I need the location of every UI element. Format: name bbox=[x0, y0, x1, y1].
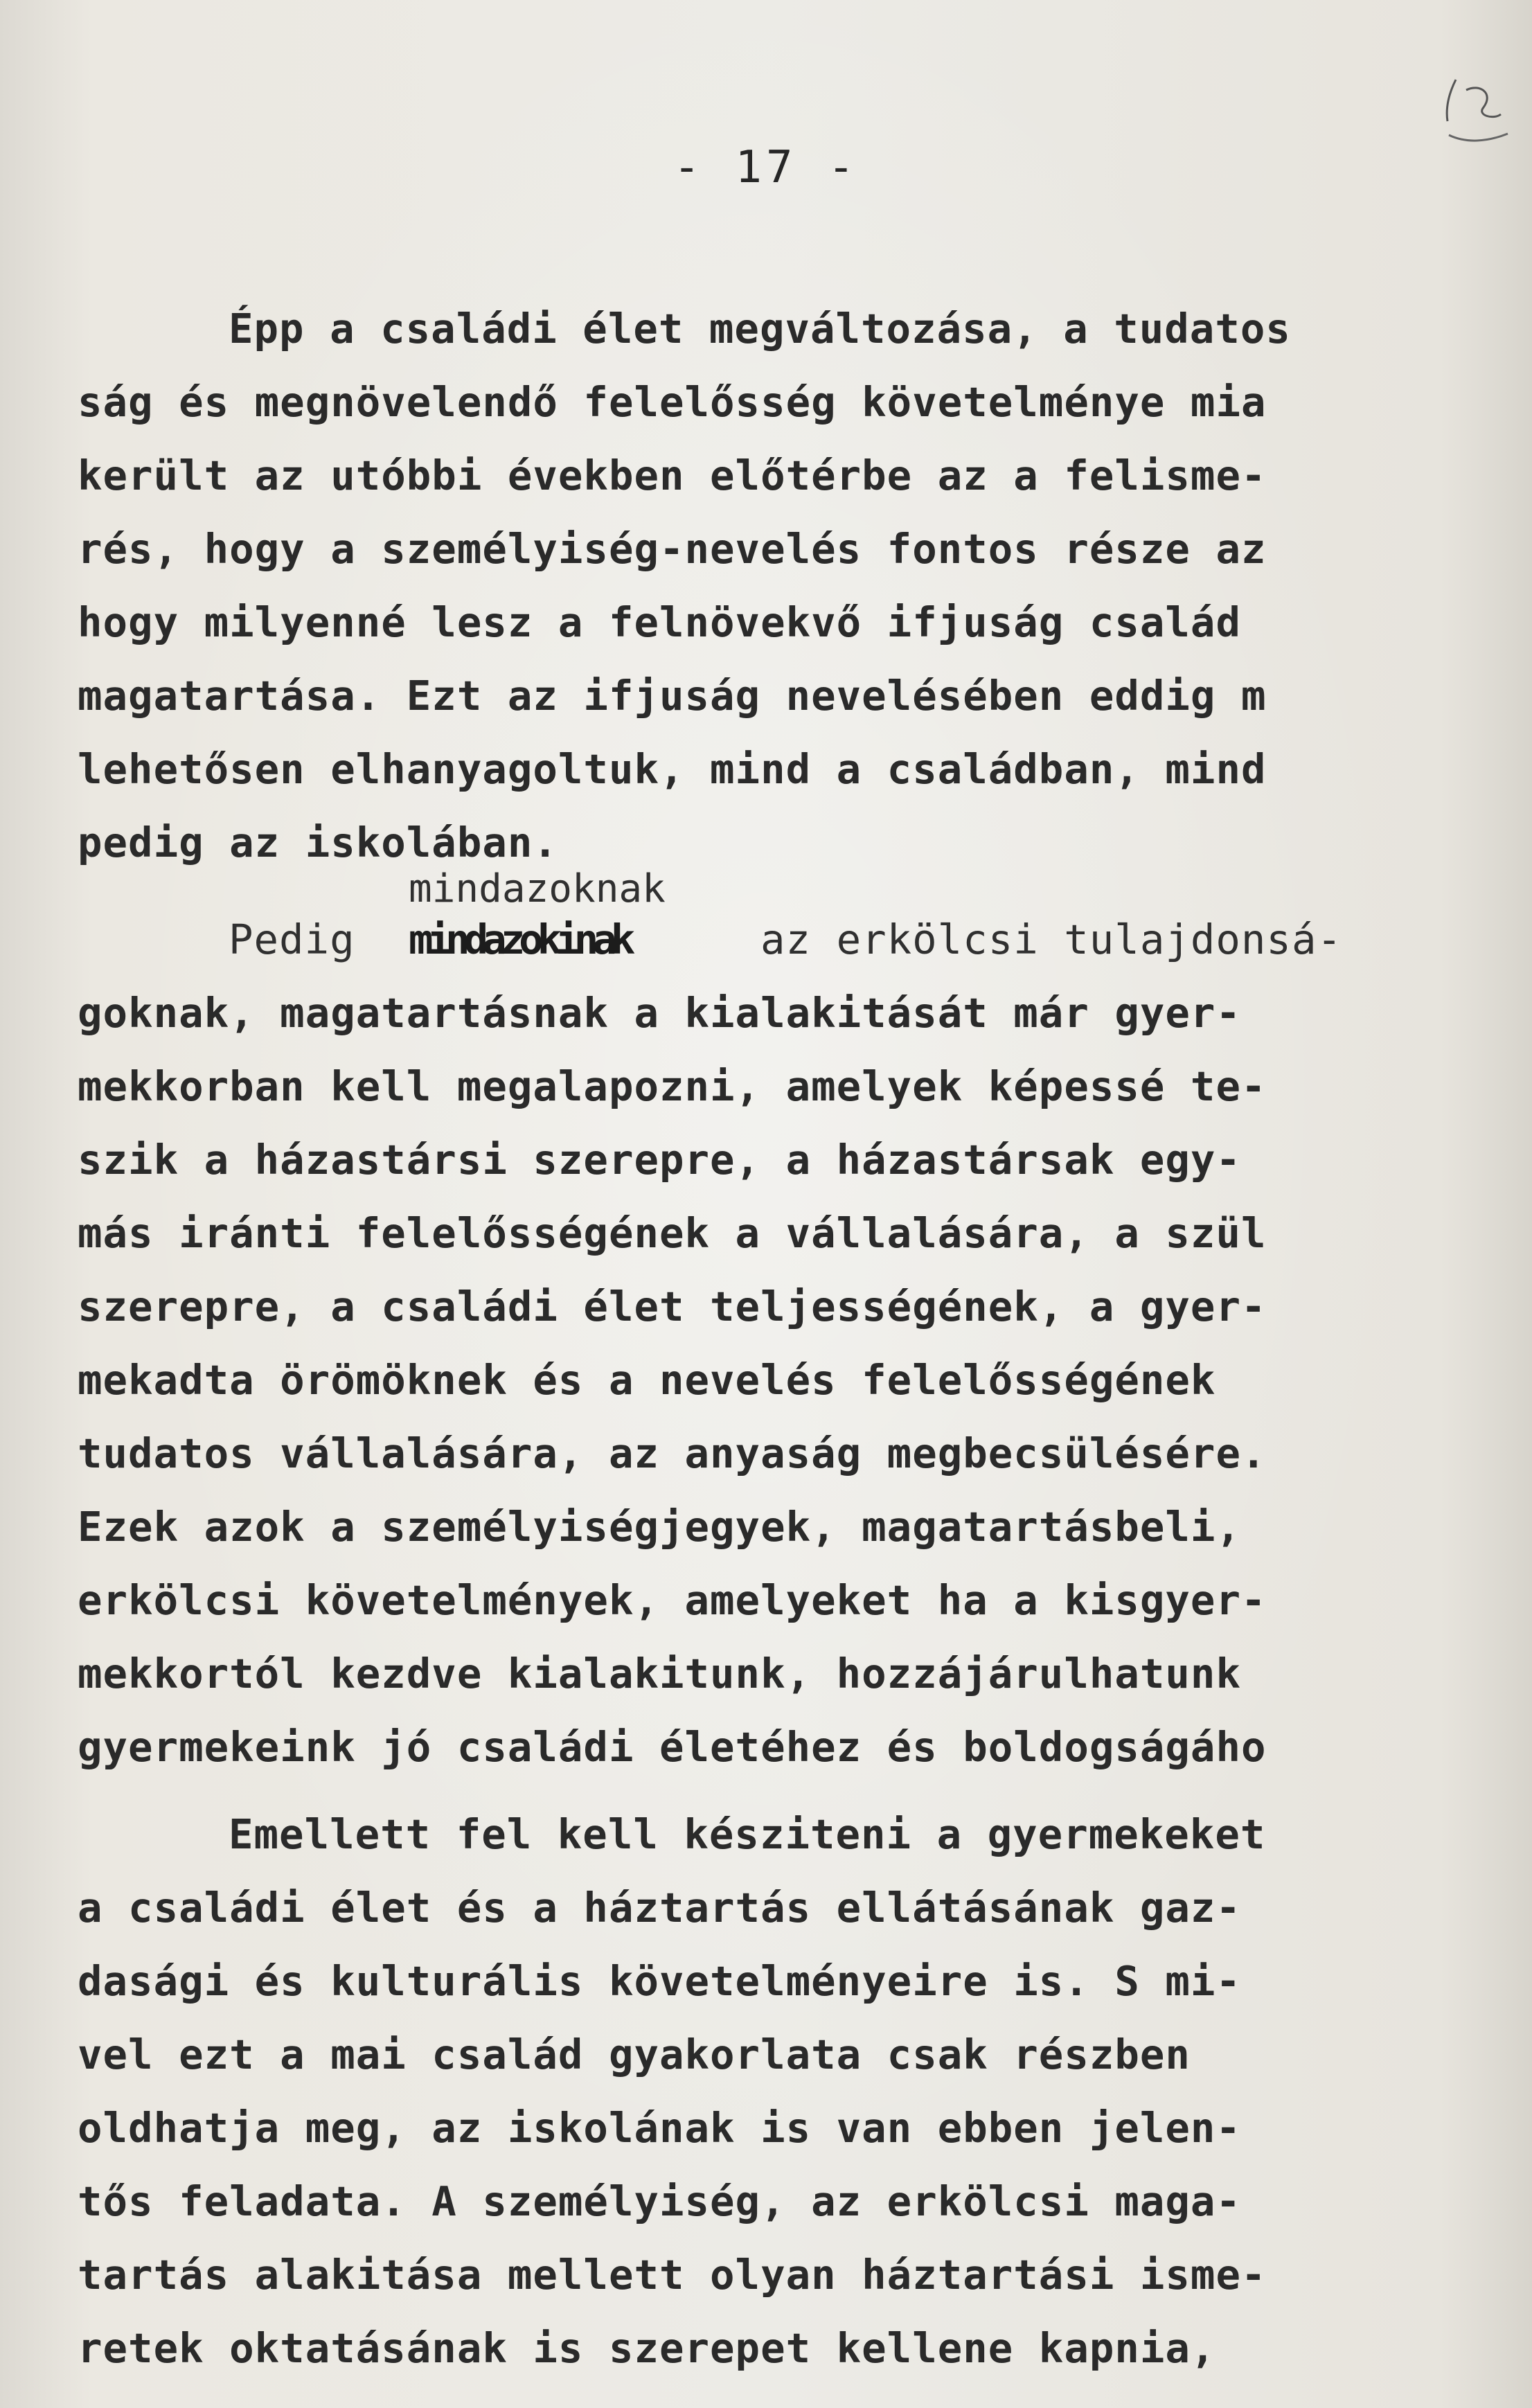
text-line: mekadta örömöknek és a nevelés felelősségének bbox=[78, 1356, 1216, 1404]
page-number: - 17 - bbox=[673, 142, 859, 193]
text-line: rés, hogy a személyiség-nevelés fontos része az bbox=[78, 525, 1267, 573]
text-line: került az utóbbi években előtérbe az a felisme- bbox=[78, 452, 1267, 499]
text-line: a családi élet és a háztartás ellátásának gaz- bbox=[78, 1884, 1241, 1932]
text-line: tartás alakitása mellett olyan háztartási isme- bbox=[78, 2251, 1267, 2299]
text-line: Épp a családi élet megváltozása, a tudatos bbox=[229, 305, 1291, 353]
text-line: gyermekeink jó családi életéhez és boldogságáho bbox=[78, 1723, 1267, 1771]
text-line: vel ezt a mai család gyakorlata csak részben bbox=[78, 2031, 1191, 2078]
text-line: Pedig bbox=[229, 916, 355, 963]
text-line: Ezek azok a személyiségjegyek, magatartásbeli, bbox=[78, 1503, 1241, 1551]
text-line: Emellett fel kell késziteni a gyermekeket bbox=[229, 1810, 1266, 1858]
text-line: oldhatja meg, az iskolának is van ebben jelen- bbox=[78, 2104, 1241, 2152]
text-line: mekkortól kezdve kialakitunk, hozzájárulhatunk bbox=[78, 1650, 1241, 1697]
text-line: hogy milyenné lesz a felnövekvő ifjuság család bbox=[78, 598, 1241, 646]
text-line: szerepre, a családi élet teljességének, a gyer- bbox=[78, 1283, 1267, 1330]
text-line: magatartása. Ezt az ifjuság nevelésében eddig m bbox=[78, 672, 1267, 720]
text-line: dasági és kulturális követelményeire is. S mi- bbox=[78, 1957, 1241, 2005]
struck-out-word: mindazokinak bbox=[409, 916, 630, 963]
text-line: az erkölcsi tulajdonsá- bbox=[760, 916, 1342, 963]
text-line: mekkorban kell megalapozni, amelyek képessé te- bbox=[78, 1062, 1267, 1110]
text-line: lehetősen elhanyagoltuk, mind a családban, mind bbox=[78, 745, 1267, 793]
text-line: retek oktatásának is szerepet kellene kapnia, bbox=[78, 2324, 1216, 2372]
text-line: pedig az iskolában. bbox=[78, 819, 558, 866]
text-line: goknak, magatartásnak a kialakitását már gyer- bbox=[78, 989, 1241, 1037]
text-line: tős feladata. A személyiség, az erkölcsi maga- bbox=[78, 2177, 1241, 2225]
text-line: más iránti felelősségének a vállalására, a szül bbox=[78, 1209, 1267, 1257]
text-line: tudatos vállalására, az anyaság megbecsülésére. bbox=[78, 1429, 1267, 1477]
text-line: ság és megnövelendő felelősség követelménye mia bbox=[78, 378, 1267, 426]
text-line: szik a házastársi szerepre, a házastársak egy- bbox=[78, 1136, 1241, 1184]
interlinear-correction: mindazoknak bbox=[409, 866, 666, 911]
text-line: erkölcsi követelmények, amelyeket ha a kisgyer- bbox=[78, 1576, 1267, 1624]
